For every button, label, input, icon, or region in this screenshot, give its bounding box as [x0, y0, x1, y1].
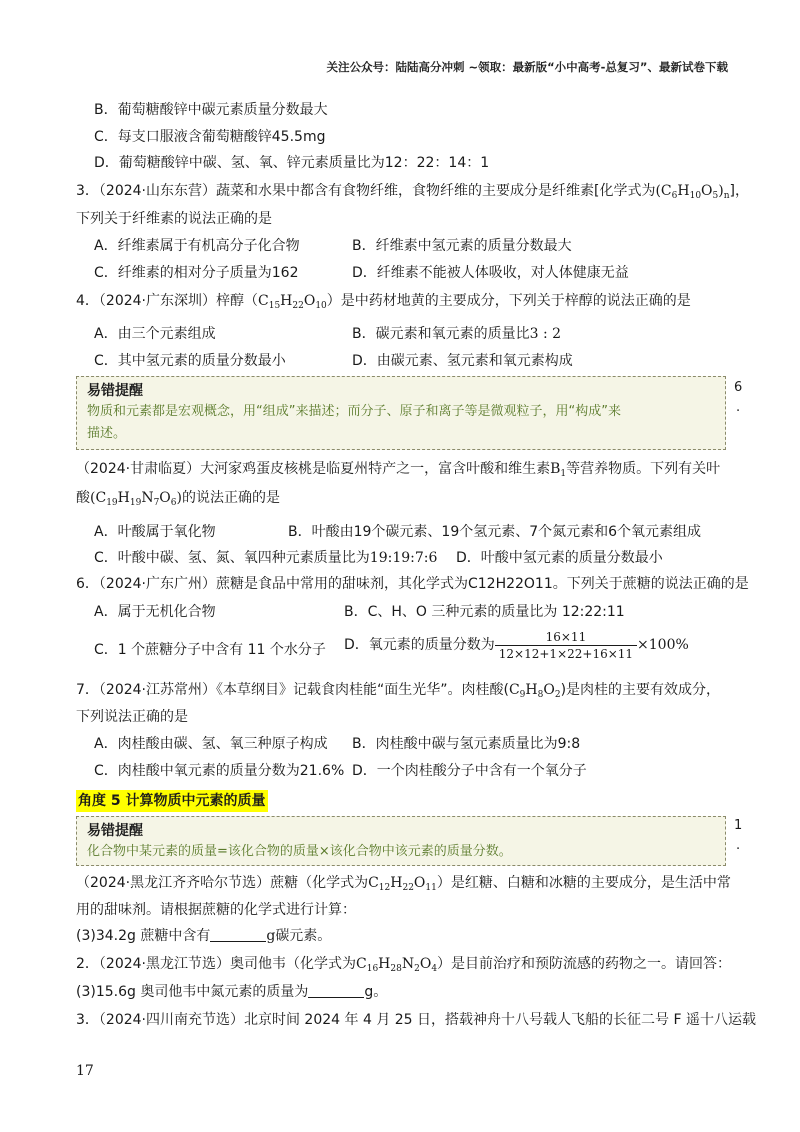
q3-stem-text: 3．（2024·山东东营）蔬菜和水果中都含有食物纤维，食物纤维的主要成分是纤维素[化学式为	[76, 183, 656, 199]
q6-option-d	[344, 628, 689, 662]
q5-stem-text-end: 等营养物质。下列有关叶	[566, 461, 721, 477]
s1-number-dot: .	[736, 838, 741, 853]
s1-number: 1	[734, 818, 743, 833]
s3-stem: 3．（2024·四川南充节选）北京时间 2024 年 4 月 25 日，搭载神舟十八号载人飞船的长征二号 F 遥十八运载	[76, 1012, 756, 1028]
q4-option-b-text: B．碳元素和氧元素的质量比	[352, 326, 530, 342]
q3-stem-end: ]，	[729, 183, 749, 199]
fraction-numerator: 16×11	[495, 629, 637, 646]
q7-stem-line2: 下列说法正确的是	[76, 709, 188, 725]
q6-option-d-text: D．氧元素的质量分数为	[344, 637, 495, 653]
s1-formula: $C_{12}H_{22}O_{11}$	[368, 875, 437, 893]
q6-option-c: C．1 个蔗糖分子中含有 11 个水分子	[94, 642, 326, 658]
q7-stem	[76, 680, 720, 705]
q3-option-c: C．纤维素的相对分子质量为162	[94, 265, 299, 281]
s2-formula: $C_{16}H_{28}N_2O_4$	[356, 956, 438, 974]
q7-option-b: B．肉桂酸中碳与氢元素质量比为9:8	[352, 736, 581, 752]
q5-stem-line2	[76, 488, 280, 513]
q5-option-c	[94, 548, 437, 568]
q4-stem-text: 4．（2024·广东深圳）梓醇（	[76, 293, 258, 309]
q3-stem	[76, 181, 749, 206]
q6-stem: 6．（2024·广东广州）蔗糖是食品中常用的甜味剂，其化学式为C12H22O11。下列关于蔗糖的说法正确的是	[76, 576, 749, 592]
q4-option-c: C．其中氢元素的质量分数最小	[94, 353, 286, 369]
q5-stem-b-start: 酸	[76, 490, 90, 506]
q4-option-a: A．由三个元素组成	[94, 326, 216, 342]
s2-question	[76, 982, 387, 1002]
q3-option-b: B．纤维素中氢元素的质量分数最大	[352, 238, 572, 254]
tip-box-1-body-1: 物质和元素都是宏观概念，用“组成”来描述；而分子、原子和离子等是微观粒子，用“构成”来	[87, 404, 621, 419]
q6-option-d-fraction	[495, 629, 637, 662]
page-number: 17	[76, 1063, 94, 1079]
s1-stem-text: （2024·黑龙江齐齐哈尔节选）蔗糖（化学式为	[76, 875, 369, 891]
q7-option-c: C．肉桂酸中氧元素的质量分数为21.6%	[94, 763, 345, 779]
q4-option-b-ratio: 3 : 2	[529, 326, 562, 342]
s2-stem	[76, 954, 731, 979]
q5-option-c-ratio: 19:19:7:6	[369, 550, 438, 566]
q2-option-b: B．葡萄糖酸锌中碳元素质量分数最大	[94, 102, 328, 118]
q5-stem-b-end: 的说法正确的是	[181, 490, 280, 506]
q3-option-a: A．纤维素属于有机高分子化合物	[94, 238, 300, 254]
q7-stem-text: 7．（2024·江苏常州）《本草纲目》记载食肉桂能“面生光华”。肉桂酸(	[76, 682, 509, 698]
q3-stem-line2: 下列关于纤维素的说法正确的是	[76, 211, 272, 227]
q7-formula: $C_9H_8O_2$	[508, 682, 561, 700]
s1-question	[76, 926, 331, 946]
q5-vitamin: $B_1$	[550, 461, 567, 479]
q2-option-d: D．葡萄糖酸锌中碳、氢、氧、锌元素质量比为12：22：14：1	[94, 155, 490, 171]
q6-option-b: B．C、H、O 三种元素的质量比为 12:22:11	[344, 604, 625, 620]
tip-box-2	[76, 816, 726, 866]
s2-stem-text: 2．（2024·黑龙江节选）奥司他韦（化学式为	[76, 956, 356, 972]
q4-stem-end: ）是中药材地黄的主要成分，下列关于梓醇的说法正确的是	[326, 293, 691, 309]
tip-box-1-body-2: 描述。	[87, 426, 127, 441]
fraction-denominator: 12×12+1×22+16×11	[498, 646, 634, 661]
tip-box-1	[76, 376, 726, 450]
q4-stem	[76, 291, 691, 316]
s1-stem	[76, 873, 731, 898]
answer-blank[interactable]	[210, 927, 266, 942]
s1-unit: g	[266, 928, 276, 944]
q2-option-c: C．每支口服液含葡萄糖酸锌45.5mg	[94, 129, 326, 145]
q7-stem-end: )是肉桂的主要有效成分，	[560, 682, 721, 698]
tip-box-1-title: 易错提醒	[87, 383, 143, 399]
q6-option-a: A．属于无机化合物	[94, 604, 216, 620]
q5-option-c-text: C．叶酸中碳、氢、氮、氧四种元素质量比为	[94, 550, 370, 566]
q4-formula: $C_{15}H_{22}O_{10}$	[258, 293, 327, 311]
q5-option-a: A．叶酸属于氧化物	[94, 524, 216, 540]
s1-question-end: 碳元素。	[275, 928, 332, 944]
q5-number: 6	[734, 380, 743, 395]
q7-option-a: A．肉桂酸由碳、氢、氧三种原子构成	[94, 736, 328, 752]
tip-box-2-body: 化合物中某元素的质量=该化合物的质量×该化合物中该元素的质量分数。	[87, 844, 512, 859]
s1-stem-end: ）是红糖、白糖和冰糖的主要成分，是生活中常	[436, 875, 731, 891]
q5-option-d: D．叶酸中氢元素的质量分数最小	[456, 550, 663, 566]
q5-stem	[76, 459, 720, 484]
q5-stem-text: （2024·甘肃临夏）大河家鸡蛋皮核桃是临夏州特产之一，富含叶酸和维生素	[76, 461, 551, 477]
q4-option-b	[352, 324, 561, 344]
s2-stem-end: ）是目前治疗和预防流感的药物之一。请回答：	[437, 956, 732, 972]
section-heading: 角度 5 计算物质中元素的质量	[76, 790, 268, 812]
q7-option-d: D．一个肉桂酸分子中含有一个氧分子	[352, 763, 587, 779]
q5-option-b: B．叶酸由19个碳元素、19个氢元素、7个氮元素和6个氧元素组成	[288, 524, 702, 540]
s1-question-text: (3)34.2g 蔗糖中含有	[76, 928, 211, 944]
q3-option-d: D．纤维素不能被人体吸收，对人体健康无益	[352, 265, 629, 281]
answer-blank[interactable]	[308, 983, 364, 998]
page-header: 关注公众号：陆陆高分冲刺 ~领取：最新版“小中高考-总复习”、最新试卷下载	[326, 60, 728, 74]
q5-formula: $(C_{19}H_{19}N_7O_6)$	[90, 490, 182, 508]
q6-option-d-tail: ×100%	[637, 637, 689, 653]
q3-formula: $(C_6H_{10}O_5)_n$	[655, 183, 730, 201]
q4-option-d: D．由碳元素、氢元素和氧元素构成	[352, 353, 573, 369]
q5-number-dot: .	[736, 400, 741, 415]
s1-stem-line2: 用的甜味剂。请根据蔗糖的化学式进行计算：	[76, 902, 356, 918]
s2-question-end: g。	[364, 984, 388, 1000]
tip-box-2-title: 易错提醒	[87, 823, 143, 839]
s2-question-text: (3)15.6g 奥司他韦中氮元素的质量为	[76, 984, 309, 1000]
